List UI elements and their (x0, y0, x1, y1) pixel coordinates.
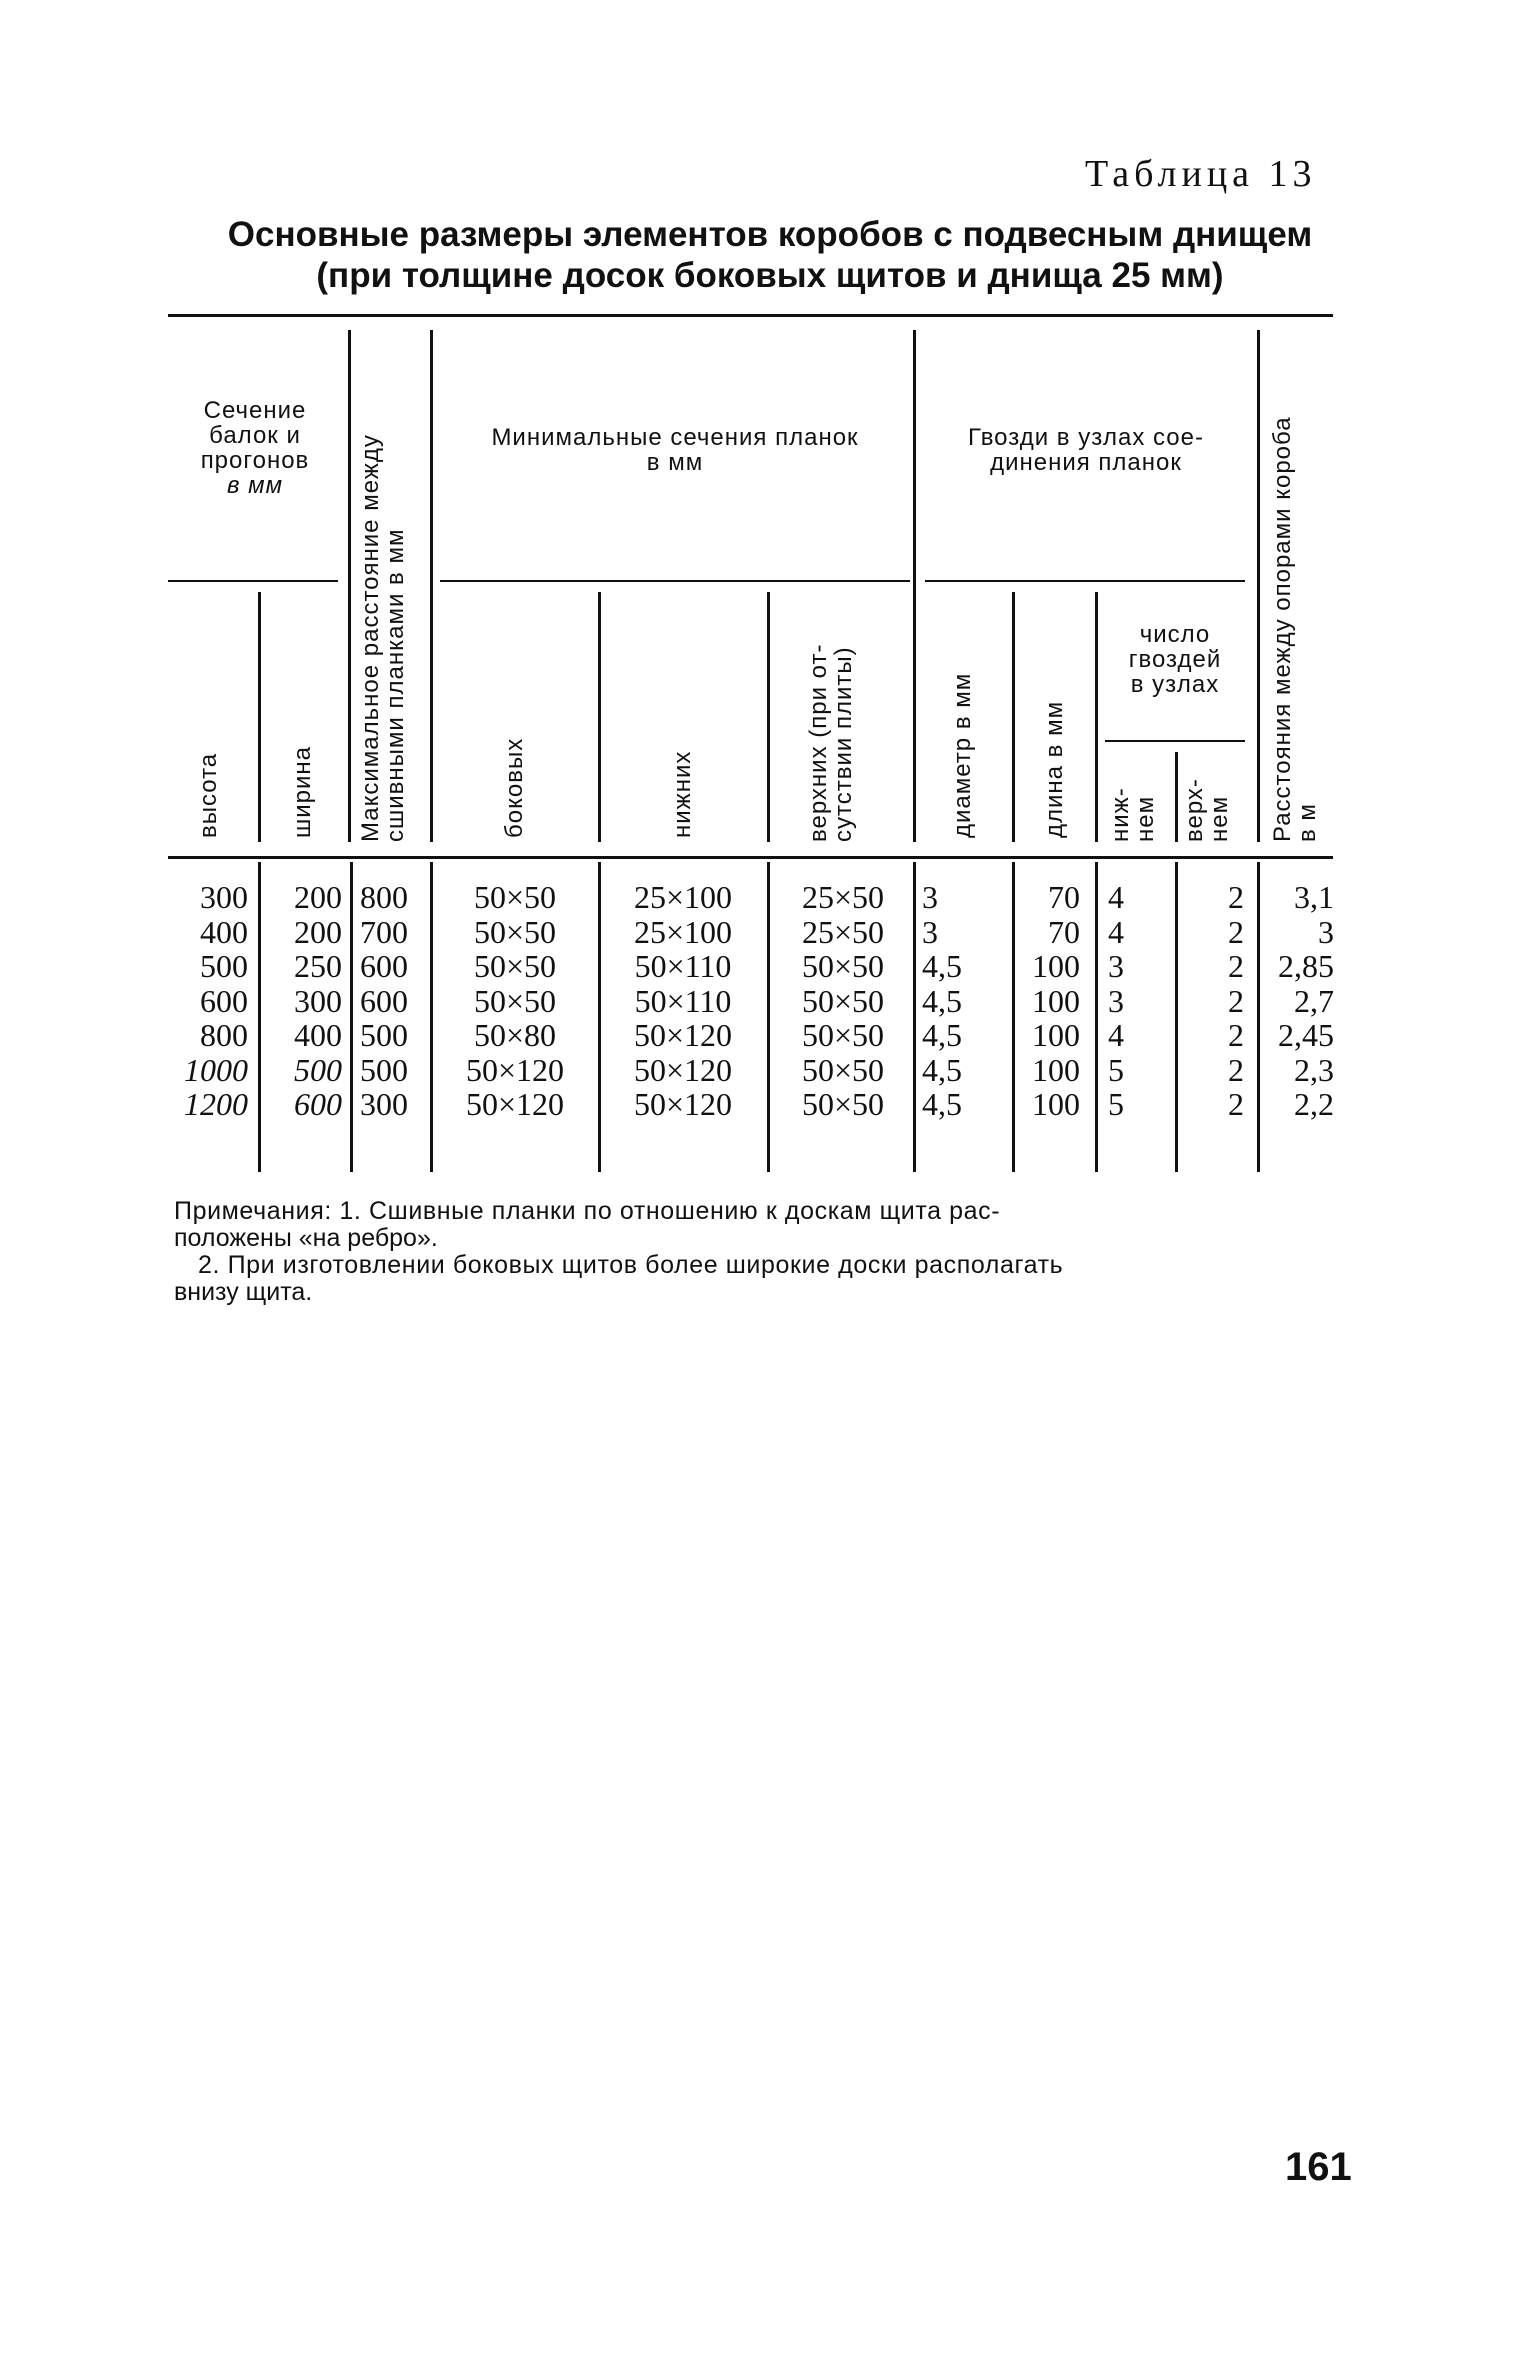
table-cell: 50×50 (801, 1017, 885, 1053)
table-cell: 600 (360, 982, 408, 1019)
col-rule (430, 330, 433, 842)
table-cell: 2,85 (1278, 948, 1334, 984)
table-cell: 5 (1108, 1086, 1124, 1122)
note-line: 2. При изготовлении боковых щитов более широкие доски располагать (198, 1251, 1064, 1279)
col-rule (767, 862, 770, 1172)
col-rule (258, 592, 261, 842)
table-cell: 2,45 (1278, 1017, 1334, 1053)
col-rule (1095, 592, 1098, 842)
table-cell: 2,2 (1294, 1086, 1334, 1122)
col-rule (598, 592, 601, 842)
note-line: Примечания: 1. Сшивные планки по отношению к доскам щита рас- (174, 1197, 1001, 1225)
header-section: Сечение балок и прогонов в мм (200, 397, 310, 499)
table-cell: 25×100 (633, 913, 733, 950)
col-rule (913, 330, 916, 842)
header-nails: Гвозди в узлах сое- динения планок (968, 424, 1204, 476)
table-cell: 4,5 (922, 1017, 962, 1053)
table-cell: 50×50 (473, 982, 557, 1019)
table-cell: 50×110 (634, 948, 732, 984)
col-rule (598, 862, 601, 1172)
section-sub-rule (168, 580, 338, 582)
header-bottom-rule (168, 856, 1333, 859)
table-cell: 100 (1032, 948, 1080, 984)
table-cell: 4 (1108, 913, 1124, 950)
table-cell: 100 (1032, 1086, 1080, 1122)
col-rule (430, 862, 433, 1172)
table-cell: 4,5 (922, 1051, 962, 1088)
table-cell: 50×50 (473, 913, 557, 950)
table-cell: 2 (1228, 948, 1244, 984)
table-cell: 250 (294, 948, 342, 984)
table-cell: 50×120 (465, 1051, 565, 1088)
col-rule (348, 330, 351, 842)
note-line: положены «на ребро». (174, 1224, 438, 1252)
table-cell: 3 (922, 879, 938, 915)
col-rule (913, 862, 916, 1172)
header-length: длина в мм (1041, 700, 1068, 838)
table-cell: 50×50 (473, 948, 557, 984)
table-cell: 300 (200, 879, 248, 915)
header-nail-lower: ниж- нем (1107, 787, 1159, 842)
min-sections-sub-rule (440, 580, 910, 582)
table-cell: 50×50 (801, 1086, 885, 1122)
note-line: внизу щита. (174, 1278, 313, 1306)
table-cell: 300 (360, 1086, 408, 1122)
table-cell: 3 (922, 913, 938, 950)
table-cell: 4 (1108, 879, 1124, 915)
table-cell: 800 (360, 879, 408, 915)
header-support-distance: Расстояния между опорами короба в м (1269, 416, 1321, 842)
col-rule (1257, 330, 1260, 842)
table-cell: 4,5 (922, 948, 962, 984)
col-rule (1175, 752, 1178, 842)
nails-sub-rule (925, 580, 1245, 582)
col-rule (1012, 862, 1015, 1172)
table-cell: 50×50 (801, 982, 885, 1019)
table-cell: 700 (360, 913, 408, 950)
table-cell: 2 (1228, 1086, 1244, 1122)
table-cell: 50×50 (473, 879, 557, 915)
table-cell: 2 (1228, 879, 1244, 915)
table-cell: 600 (360, 948, 408, 984)
table-cell: 1000 (184, 1051, 248, 1088)
table-cell: 50×120 (465, 1086, 565, 1122)
col-rule (1257, 862, 1260, 1172)
table-cell: 50×120 (633, 1051, 733, 1088)
table-cell: 50×50 (801, 948, 885, 984)
header-height: высота (195, 752, 222, 838)
table-cell: 2 (1228, 913, 1244, 950)
table-cell: 4 (1108, 1017, 1124, 1053)
header-width: ширина (289, 745, 316, 838)
table-cell: 500 (360, 1017, 408, 1053)
table-cell: 70 (1048, 913, 1080, 950)
header-side: боковых (501, 737, 528, 838)
table-cell: 25×100 (633, 879, 733, 915)
table-cell: 4,5 (922, 1086, 962, 1122)
table-cell: 600 (294, 1086, 342, 1122)
table-cell: 100 (1032, 1051, 1080, 1088)
table-cell: 25×50 (801, 879, 885, 915)
table-cell: 50×80 (473, 1017, 557, 1053)
col-rule (1175, 862, 1178, 1172)
page-number: 161 (1285, 2145, 1352, 2189)
col-rule (258, 862, 261, 1172)
table-cell: 800 (200, 1017, 248, 1053)
table-cell: 50×120 (633, 1086, 733, 1122)
table-title: Основные размеры элементов коробов с подвесным днищем (227, 215, 1313, 254)
nail-count-sub-rule (1105, 740, 1245, 742)
table-top-rule (168, 314, 1333, 317)
table-cell: 200 (294, 879, 342, 915)
header-max-distance: Максимальное расстояние между сшивными планками в мм (357, 434, 409, 842)
header-nail-upper: верх- нем (1181, 778, 1233, 842)
table-cell: 2 (1228, 1051, 1244, 1088)
col-rule (1012, 592, 1015, 842)
table-cell: 2 (1228, 1017, 1244, 1053)
table-cell: 3,1 (1294, 879, 1334, 915)
table-cell: 3 (1318, 913, 1334, 950)
table-cell: 400 (294, 1017, 342, 1053)
header-min-sections: Минимальные сечения планок в мм (491, 424, 859, 476)
table-cell: 300 (294, 982, 342, 1019)
table-cell: 5 (1108, 1051, 1124, 1088)
table-cell: 400 (200, 913, 248, 950)
table-cell: 600 (200, 982, 248, 1019)
header-diameter: диаметр в мм (949, 672, 976, 838)
col-rule (1095, 862, 1098, 1172)
header-upper: верхних (при от- сутствии плиты) (805, 643, 857, 842)
table-notes (174, 1198, 1334, 1306)
table-label: Таблица 13 (1085, 153, 1317, 195)
table-cell: 500 (360, 1051, 408, 1088)
table-subtitle: (при толщине досок боковых щитов и днища 25 мм) (316, 256, 1224, 295)
table-cell: 25×50 (801, 913, 885, 950)
table-cell: 100 (1032, 982, 1080, 1019)
table-cell: 70 (1048, 879, 1080, 915)
col-rule (767, 592, 770, 842)
header-lower: нижних (669, 750, 696, 838)
table-cell: 100 (1032, 1017, 1080, 1053)
table-cell: 2,3 (1294, 1051, 1334, 1088)
table-cell: 50×50 (801, 1051, 885, 1088)
table-cell: 2,7 (1294, 982, 1334, 1019)
table-cell: 3 (1108, 948, 1124, 984)
col-rule (350, 862, 353, 1172)
table-cell: 3 (1108, 982, 1124, 1019)
table-cell: 50×120 (633, 1017, 733, 1053)
table-cell: 200 (294, 913, 342, 950)
table-cell: 50×110 (634, 982, 732, 1019)
table-cell: 500 (294, 1051, 342, 1088)
table-cell: 4,5 (922, 982, 962, 1019)
header-nail-count: число гвоздей в узлах (1128, 621, 1222, 698)
table-cell: 1200 (184, 1086, 248, 1122)
table-cell: 500 (200, 948, 248, 984)
table-cell: 2 (1228, 982, 1244, 1019)
